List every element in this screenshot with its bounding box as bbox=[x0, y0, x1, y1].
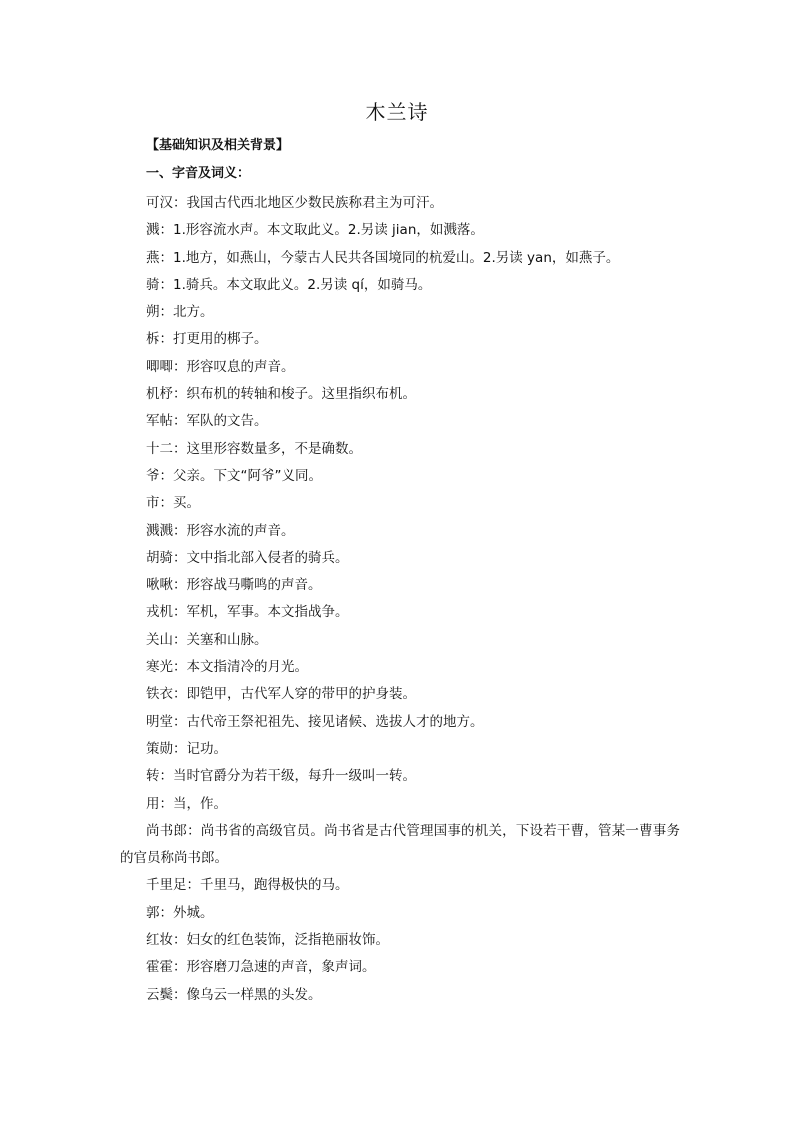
entry-separator: ： bbox=[159, 249, 173, 266]
entry-separator: ： bbox=[159, 222, 173, 239]
entry-term: 霍霍 bbox=[146, 959, 173, 976]
list-item bbox=[120, 763, 680, 790]
entry-definition: 千里马，跑得极快的马。 bbox=[200, 877, 349, 894]
entry-term: 唧唧 bbox=[146, 358, 173, 375]
entry-term: 燕 bbox=[146, 249, 160, 266]
entry-term: 郭 bbox=[146, 904, 160, 921]
entry-separator: ： bbox=[173, 358, 187, 375]
list-item bbox=[120, 190, 680, 217]
entry-definition: 1.骑兵。本文取此义。2.另读 qí，如骑马。 bbox=[173, 276, 432, 293]
entry-term: 溅 bbox=[146, 222, 160, 239]
entry-term: 关山 bbox=[146, 631, 173, 648]
entry-separator: ： bbox=[173, 713, 187, 730]
list-item bbox=[120, 354, 680, 381]
entry-term: 骑 bbox=[146, 276, 160, 293]
entry-definition: 外城。 bbox=[173, 904, 214, 921]
list-item bbox=[120, 490, 680, 517]
entry-definition: 形容战马嘶鸣的声音。 bbox=[186, 577, 322, 594]
list-item bbox=[120, 436, 680, 463]
entry-separator: ： bbox=[159, 276, 173, 293]
entry-term: 铁衣 bbox=[146, 686, 173, 703]
section-heading: 【基础知识及相关背景】 bbox=[146, 138, 290, 153]
entry-definition: 妇女的红色装饰，泛指艳丽妆饰。 bbox=[186, 932, 389, 949]
entry-separator: ： bbox=[186, 877, 200, 894]
entry-definition: 织布机的转轴和梭子。这里指织布机。 bbox=[186, 386, 416, 403]
list-item bbox=[120, 408, 680, 435]
subheading: 一、字音及词义： bbox=[146, 166, 251, 181]
list-item bbox=[120, 681, 680, 708]
entry-separator: ： bbox=[173, 932, 187, 949]
list-item bbox=[120, 872, 680, 899]
list-item bbox=[120, 326, 680, 353]
entry-definition: 我国古代西北地区少数民族称君主为可汗。 bbox=[186, 195, 443, 211]
entry-definition: 像乌云一样黑的头发。 bbox=[186, 986, 322, 1003]
entry-separator: ： bbox=[173, 659, 187, 676]
entry-definition: 文中指北部入侵者的骑兵。 bbox=[186, 549, 349, 566]
entry-term: 用 bbox=[146, 795, 160, 812]
list-item bbox=[120, 518, 680, 545]
entry-separator: ： bbox=[173, 549, 187, 566]
entry-definition: 即铠甲，古代军人穿的带甲的护身装。 bbox=[186, 686, 416, 703]
list-item bbox=[120, 572, 680, 599]
vocabulary-list bbox=[120, 190, 680, 1009]
list-item bbox=[120, 299, 680, 326]
entry-definition: 父亲。下文“阿爷”义同。 bbox=[173, 467, 322, 484]
list-item bbox=[120, 217, 680, 244]
entry-definition: 形容水流的声音。 bbox=[186, 522, 295, 539]
entry-separator: ： bbox=[173, 577, 187, 594]
list-item bbox=[120, 654, 680, 681]
entry-separator: ： bbox=[173, 986, 187, 1003]
entry-definition: 本文指清冷的月光。 bbox=[186, 659, 308, 676]
list-item bbox=[120, 545, 680, 572]
list-item bbox=[120, 245, 680, 272]
entry-definition: 军机，军事。本文指战争。 bbox=[186, 604, 349, 621]
entry-definition: 当，作。 bbox=[173, 795, 227, 812]
entry-term: 可汉 bbox=[146, 195, 173, 211]
entry-definition: 记功。 bbox=[186, 740, 227, 757]
entry-separator: ： bbox=[173, 959, 187, 976]
list-item bbox=[120, 736, 680, 763]
entry-definition: 这里形容数量多，不是确数。 bbox=[186, 440, 362, 457]
list-item bbox=[120, 818, 680, 873]
entry-separator: ： bbox=[173, 440, 187, 457]
entry-separator: ： bbox=[159, 768, 173, 785]
entry-separator: ： bbox=[187, 822, 201, 839]
list-item bbox=[120, 272, 680, 299]
entry-term: 红妆 bbox=[146, 932, 173, 949]
entry-definition: 北方。 bbox=[173, 304, 214, 321]
list-item bbox=[120, 982, 680, 1009]
entry-definition: 形容叹息的声音。 bbox=[186, 358, 295, 375]
entry-term: 柝 bbox=[146, 331, 160, 348]
entry-term: 十二 bbox=[146, 440, 173, 457]
list-item bbox=[120, 599, 680, 626]
list-item bbox=[120, 463, 680, 490]
entry-definition: 1.形容流水声。本文取此义。2.另读 jian，如溅落。 bbox=[173, 222, 484, 239]
entry-term: 啾啾 bbox=[146, 577, 173, 594]
entry-separator: ： bbox=[173, 413, 187, 430]
entry-term: 胡骑 bbox=[146, 549, 173, 566]
entry-term: 云鬓 bbox=[146, 986, 173, 1003]
page-title: 木兰诗 bbox=[365, 100, 429, 124]
entry-separator: ： bbox=[159, 331, 173, 348]
entry-separator: ： bbox=[173, 631, 187, 648]
list-item bbox=[120, 381, 680, 408]
entry-separator: ： bbox=[173, 195, 187, 211]
entry-separator: ： bbox=[173, 604, 187, 621]
entry-term: 机杼 bbox=[146, 386, 173, 403]
entry-definition: 当时官爵分为若干级，每升一级叫一转。 bbox=[173, 768, 416, 785]
entry-separator: ： bbox=[173, 386, 187, 403]
entry-term: 千里足 bbox=[146, 877, 187, 894]
entry-term: 爷 bbox=[146, 467, 160, 484]
list-item bbox=[120, 627, 680, 654]
entry-definition: 古代帝王祭祀祖先、接见诸候、选拔人才的地方。 bbox=[186, 713, 484, 730]
list-item bbox=[120, 709, 680, 736]
list-item bbox=[120, 791, 680, 818]
entry-definition: 买。 bbox=[173, 495, 200, 512]
entry-term: 尚书郎 bbox=[146, 822, 188, 839]
entry-term: 寒光 bbox=[146, 659, 173, 676]
entry-separator: ： bbox=[173, 740, 187, 757]
entry-definition: 形容磨刀急速的声音，象声词。 bbox=[186, 959, 376, 976]
entry-separator: ： bbox=[173, 686, 187, 703]
entry-definition: 军队的文告。 bbox=[186, 413, 268, 430]
list-item bbox=[120, 927, 680, 954]
entry-term: 戎机 bbox=[146, 604, 173, 621]
entry-definition: 打更用的梆子。 bbox=[173, 331, 268, 348]
entry-definition: 1.地方，如燕山，今蒙古人民共各国境同的杭爱山。2.另读 yan，如燕子。 bbox=[173, 249, 620, 266]
entry-separator: ： bbox=[173, 522, 187, 539]
entry-term: 转 bbox=[146, 768, 160, 785]
entry-separator: ： bbox=[159, 904, 173, 921]
entry-separator: ： bbox=[159, 495, 173, 512]
entry-separator: ： bbox=[159, 795, 173, 812]
entry-term: 军帖 bbox=[146, 413, 173, 430]
list-item bbox=[120, 900, 680, 927]
entry-term: 明堂 bbox=[146, 713, 173, 730]
entry-definition: 关塞和山脉。 bbox=[186, 631, 268, 648]
entry-term: 溅溅 bbox=[146, 522, 173, 539]
entry-term: 朔 bbox=[146, 304, 160, 321]
entry-separator: ： bbox=[159, 304, 173, 321]
entry-separator: ： bbox=[159, 467, 173, 484]
entry-term: 市 bbox=[146, 495, 160, 512]
entry-definition: 尚书省的高级官员。尚书省是古代管理国事的机关，下设若干曹，管某一曹事务的官员称尚书郎。 bbox=[120, 822, 681, 867]
list-item bbox=[120, 954, 680, 981]
entry-term: 策勋 bbox=[146, 740, 173, 757]
